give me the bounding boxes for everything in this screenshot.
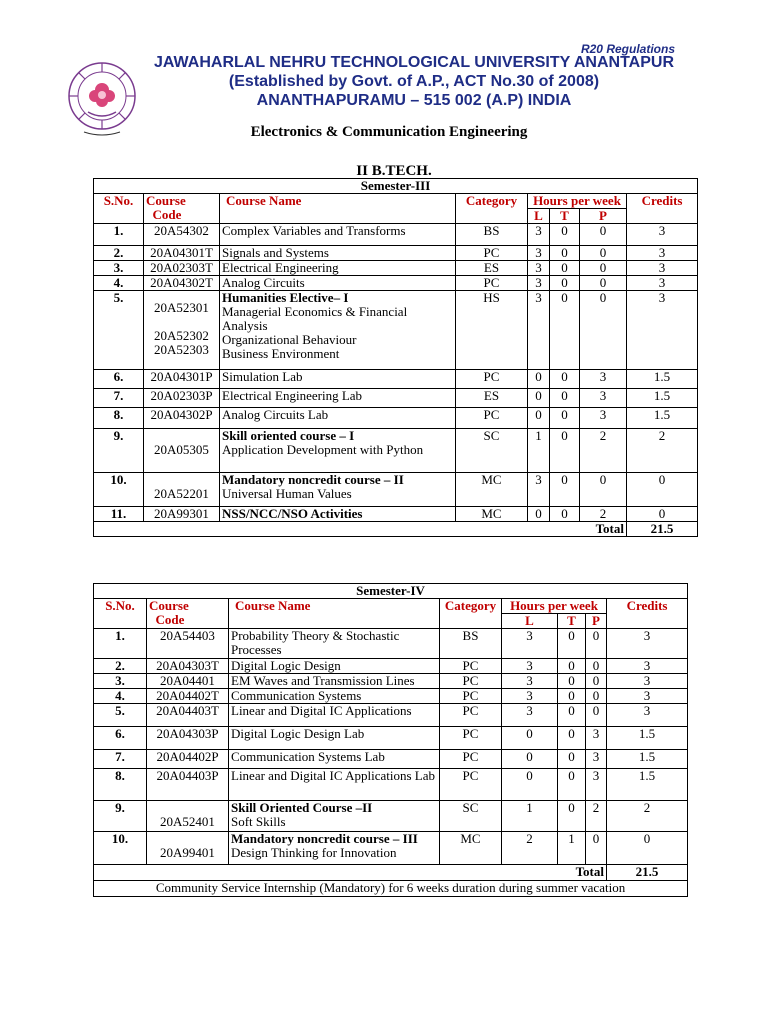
- row-t: 0: [558, 750, 586, 769]
- table-row: [94, 629, 688, 659]
- row-course-name: Mandatory noncredit course – II Universal Human Values: [220, 473, 456, 507]
- row-credits: 3: [607, 689, 688, 704]
- row-l: 2: [502, 832, 558, 865]
- row-category: SC: [440, 801, 502, 832]
- row-sno: 8.: [94, 769, 147, 801]
- row-category: PC: [456, 370, 528, 389]
- row-t: 0: [550, 389, 580, 408]
- table-row: [94, 674, 688, 689]
- header-sno: S.No.: [94, 194, 144, 224]
- row-l: 3: [528, 224, 550, 246]
- row-sno: 7.: [94, 389, 144, 408]
- total-label: Total: [94, 865, 607, 881]
- row-t: 0: [558, 801, 586, 832]
- row-sno: 3.: [94, 261, 144, 276]
- row-t: 0: [550, 246, 580, 261]
- row-p: 3: [586, 769, 607, 801]
- row-sno: 1.: [94, 224, 144, 246]
- row-code: 20A05305: [144, 429, 220, 473]
- row-course-name: EM Waves and Transmission Lines: [229, 674, 440, 689]
- row-category: PC: [440, 689, 502, 704]
- row-t: 0: [558, 659, 586, 674]
- table-row: [94, 507, 698, 522]
- regulations-label: R20 Regulations: [580, 42, 675, 56]
- row-course-name: Probability Theory & Stochastic Processes: [229, 629, 440, 659]
- row-sno: 5.: [94, 704, 147, 727]
- row-course-name: Communication Systems: [229, 689, 440, 704]
- row-category: PC: [456, 246, 528, 261]
- row-course-name: Humanities Elective– I Managerial Economics & Financial Analysis Organizational Behaviour Business Environment: [220, 291, 456, 370]
- row-credits: 1.5: [627, 370, 698, 389]
- row-category: PC: [440, 659, 502, 674]
- row-credits: 1.5: [627, 389, 698, 408]
- row-code: 20A04403P: [147, 769, 229, 801]
- row-credits: 0: [627, 507, 698, 522]
- table-row: [94, 832, 688, 865]
- row-sno: 8.: [94, 408, 144, 429]
- row-sno: 5.: [94, 291, 144, 370]
- table-row: [94, 261, 698, 276]
- row-t: 0: [550, 276, 580, 291]
- table-row: [94, 291, 698, 370]
- row-l: 0: [528, 507, 550, 522]
- row-course-name: Mandatory noncredit course – III Design Thinking for Innovation: [229, 832, 440, 865]
- row-category: BS: [456, 224, 528, 246]
- row-category: PC: [440, 674, 502, 689]
- row-category: PC: [456, 276, 528, 291]
- row-category: HS: [456, 291, 528, 370]
- row-t: 0: [550, 370, 580, 389]
- header-l: L: [502, 614, 558, 629]
- row-category: PC: [440, 727, 502, 750]
- university-established: (Established by Govt. of A.P., ACT No.30 of 2008): [228, 73, 600, 90]
- row-sno: 2.: [94, 246, 144, 261]
- row-category: SC: [456, 429, 528, 473]
- row-sno: 4.: [94, 689, 147, 704]
- row-t: 0: [550, 261, 580, 276]
- row-credits: 3: [607, 629, 688, 659]
- row-course-name: Electrical Engineering: [220, 261, 456, 276]
- row-l: 3: [528, 276, 550, 291]
- row-l: 0: [528, 389, 550, 408]
- university-name: JAWAHARLAL NEHRU TECHNOLOGICAL UNIVERSITY ANANTAPUR: [153, 54, 675, 71]
- row-l: 3: [502, 659, 558, 674]
- table-row: [94, 689, 688, 704]
- row-credits: 3: [627, 291, 698, 370]
- row-credits: 3: [627, 224, 698, 246]
- row-t: 0: [558, 704, 586, 727]
- header-sno: S.No.: [94, 599, 147, 629]
- row-category: MC: [456, 473, 528, 507]
- header-category: Category: [440, 599, 502, 629]
- table-row: [94, 408, 698, 429]
- department-title: Electronics & Communication Engineering: [250, 124, 528, 140]
- row-course-name: Skill oriented course – I Application Development with Python: [220, 429, 456, 473]
- row-t: 0: [550, 473, 580, 507]
- table-row: [94, 769, 688, 801]
- table-row: [94, 727, 688, 750]
- row-t: 0: [558, 727, 586, 750]
- row-p: 0: [586, 689, 607, 704]
- row-code: 20A04301P: [144, 370, 220, 389]
- row-course-name: Electrical Engineering Lab: [220, 389, 456, 408]
- row-p: 0: [580, 224, 627, 246]
- row-p: 2: [580, 429, 627, 473]
- row-sno: 9.: [94, 801, 147, 832]
- row-sno: 3.: [94, 674, 147, 689]
- row-credits: 0: [627, 473, 698, 507]
- total-credits: 21.5: [627, 522, 698, 537]
- table-row: [94, 224, 698, 246]
- row-course-name: Analog Circuits Lab: [220, 408, 456, 429]
- row-code: 20A04301T: [144, 246, 220, 261]
- table-row: [94, 801, 688, 832]
- row-p: 0: [586, 832, 607, 865]
- row-p: 0: [586, 704, 607, 727]
- row-l: 0: [528, 370, 550, 389]
- row-l: 0: [502, 750, 558, 769]
- row-course-name: Signals and Systems: [220, 246, 456, 261]
- row-category: ES: [456, 389, 528, 408]
- row-code: 20A52301 20A52302 20A52303: [144, 291, 220, 370]
- row-credits: 0: [607, 832, 688, 865]
- row-credits: 3: [627, 261, 698, 276]
- header-course-code: Course Code: [147, 599, 229, 629]
- row-code: 20A04302P: [144, 408, 220, 429]
- row-code: 20A04303P: [147, 727, 229, 750]
- row-code: 20A54403: [147, 629, 229, 659]
- row-code: 20A52201: [144, 473, 220, 507]
- row-category: PC: [440, 769, 502, 801]
- row-l: 3: [528, 261, 550, 276]
- row-l: 3: [528, 291, 550, 370]
- row-credits: 3: [607, 659, 688, 674]
- header-category: Category: [456, 194, 528, 224]
- row-category: PC: [440, 704, 502, 727]
- row-l: 0: [502, 769, 558, 801]
- row-p: 0: [580, 261, 627, 276]
- internship-note: Community Service Internship (Mandatory) for 6 weeks duration during summer vacation: [94, 881, 688, 897]
- header-course-name: Course Name: [220, 194, 456, 224]
- row-code: 20A99401: [147, 832, 229, 865]
- row-p: 2: [580, 507, 627, 522]
- row-sno: 10.: [94, 832, 147, 865]
- row-credits: 1.5: [607, 727, 688, 750]
- table-row: [94, 389, 698, 408]
- table-row: [94, 750, 688, 769]
- row-code: 20A04302T: [144, 276, 220, 291]
- row-course-name: Analog Circuits: [220, 276, 456, 291]
- row-code: 20A04402P: [147, 750, 229, 769]
- row-code: 20A04303T: [147, 659, 229, 674]
- row-category: PC: [456, 408, 528, 429]
- row-sno: 2.: [94, 659, 147, 674]
- row-credits: 2: [607, 801, 688, 832]
- row-l: 3: [528, 473, 550, 507]
- row-credits: 1.5: [607, 769, 688, 801]
- row-credits: 3: [627, 246, 698, 261]
- row-l: 3: [502, 674, 558, 689]
- row-credits: 1.5: [627, 408, 698, 429]
- header-hours: Hours per week: [528, 194, 627, 209]
- row-p: 0: [586, 629, 607, 659]
- table-row: [94, 429, 698, 473]
- row-course-name: Skill Oriented Course –II Soft Skills: [229, 801, 440, 832]
- row-sno: 10.: [94, 473, 144, 507]
- header-l: L: [528, 209, 550, 224]
- row-l: 3: [502, 704, 558, 727]
- row-category: BS: [440, 629, 502, 659]
- row-code: 20A04403T: [147, 704, 229, 727]
- table-row: [94, 704, 688, 727]
- row-l: 0: [528, 408, 550, 429]
- row-code: 20A02303P: [144, 389, 220, 408]
- footer-row: [94, 881, 688, 897]
- row-code: 20A99301: [144, 507, 220, 522]
- row-code: 20A54302: [144, 224, 220, 246]
- row-l: 3: [502, 629, 558, 659]
- row-t: 0: [550, 429, 580, 473]
- row-t: 0: [558, 769, 586, 801]
- row-p: 3: [586, 750, 607, 769]
- row-course-name: Communication Systems Lab: [229, 750, 440, 769]
- row-category: PC: [440, 750, 502, 769]
- row-credits: 3: [607, 704, 688, 727]
- row-code: 20A04401: [147, 674, 229, 689]
- row-course-name: Complex Variables and Transforms: [220, 224, 456, 246]
- row-p: 3: [580, 370, 627, 389]
- row-credits: 2: [627, 429, 698, 473]
- row-p: 0: [580, 291, 627, 370]
- semester-4-table: [93, 583, 688, 897]
- semester-3-table: [93, 178, 698, 537]
- row-l: 3: [528, 246, 550, 261]
- row-t: 0: [550, 291, 580, 370]
- row-p: 0: [580, 276, 627, 291]
- row-course-name: Linear and Digital IC Applications: [229, 704, 440, 727]
- row-p: 2: [586, 801, 607, 832]
- year-title: II B.TECH.: [356, 163, 432, 179]
- row-p: 0: [580, 246, 627, 261]
- row-p: 3: [580, 389, 627, 408]
- row-category: MC: [440, 832, 502, 865]
- row-p: 0: [580, 473, 627, 507]
- semester-4-title: Semester-IV: [94, 584, 688, 599]
- row-sno: 11.: [94, 507, 144, 522]
- total-label: Total: [94, 522, 627, 537]
- row-course-name: NSS/NCC/NSO Activities: [220, 507, 456, 522]
- row-code: 20A02303T: [144, 261, 220, 276]
- row-l: 1: [528, 429, 550, 473]
- row-category: ES: [456, 261, 528, 276]
- row-category: MC: [456, 507, 528, 522]
- row-t: 0: [550, 408, 580, 429]
- row-sno: 4.: [94, 276, 144, 291]
- header-t: T: [550, 209, 580, 224]
- row-sno: 7.: [94, 750, 147, 769]
- header-t: T: [558, 614, 586, 629]
- row-t: 0: [550, 224, 580, 246]
- semester-3-title: Semester-III: [94, 179, 698, 194]
- table-row: [94, 276, 698, 291]
- row-sno: 6.: [94, 370, 144, 389]
- row-p: 3: [586, 727, 607, 750]
- row-p: 0: [586, 674, 607, 689]
- row-l: 0: [502, 727, 558, 750]
- row-course-name: Simulation Lab: [220, 370, 456, 389]
- row-credits: 1.5: [607, 750, 688, 769]
- table-row: [94, 246, 698, 261]
- row-sno: 9.: [94, 429, 144, 473]
- row-t: 0: [558, 629, 586, 659]
- header-credits: Credits: [607, 599, 688, 629]
- row-t: 0: [558, 689, 586, 704]
- row-course-name: Linear and Digital IC Applications Lab: [229, 769, 440, 801]
- header-p: P: [580, 209, 627, 224]
- row-course-name: Digital Logic Design Lab: [229, 727, 440, 750]
- header-credits: Credits: [627, 194, 698, 224]
- row-credits: 3: [607, 674, 688, 689]
- total-credits: 21.5: [607, 865, 688, 881]
- table-row: [94, 370, 698, 389]
- row-l: 3: [502, 689, 558, 704]
- row-sno: 1.: [94, 629, 147, 659]
- total-row: [94, 522, 698, 537]
- row-t: 0: [558, 674, 586, 689]
- row-credits: 3: [627, 276, 698, 291]
- header-course-name: Course Name: [229, 599, 440, 629]
- header-course-code: Course Code: [144, 194, 220, 224]
- university-address: ANANTHAPURAMU – 515 002 (A.P) INDIA: [256, 92, 572, 109]
- table-row: [94, 659, 688, 674]
- row-l: 1: [502, 801, 558, 832]
- row-course-name: Digital Logic Design: [229, 659, 440, 674]
- row-sno: 6.: [94, 727, 147, 750]
- total-row: [94, 865, 688, 881]
- row-code: 20A52401: [147, 801, 229, 832]
- header-p: P: [586, 614, 607, 629]
- row-code: 20A04402T: [147, 689, 229, 704]
- table-row: [94, 473, 698, 507]
- row-t: 1: [558, 832, 586, 865]
- header-hours: Hours per week: [502, 599, 607, 614]
- row-p: 3: [580, 408, 627, 429]
- row-t: 0: [550, 507, 580, 522]
- row-p: 0: [586, 659, 607, 674]
